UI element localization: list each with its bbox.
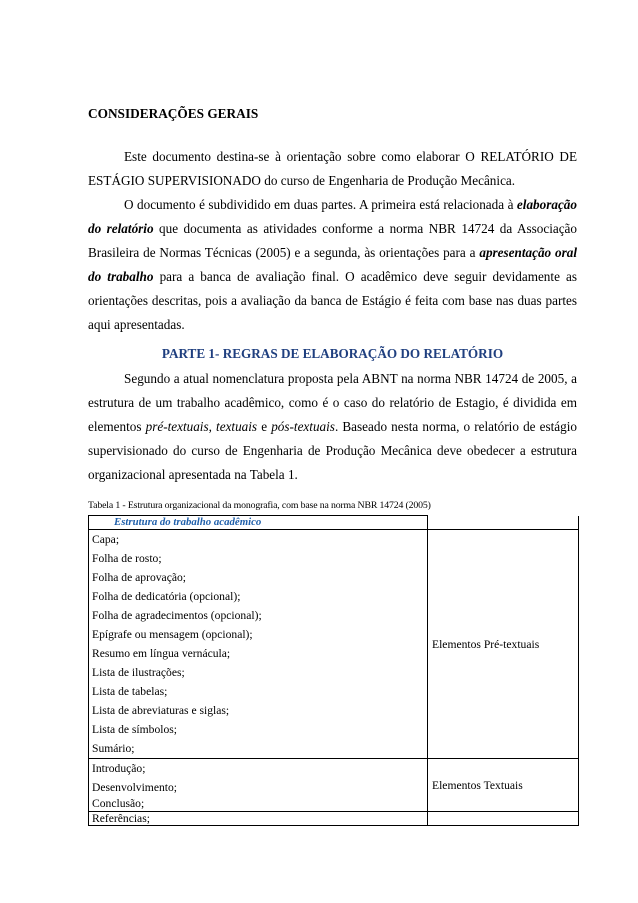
part1-title: PARTE 1- REGRAS DE ELABORAÇÃO DO RELATÓRIO [161,346,504,361]
textual-items-cell [89,759,428,812]
post-textual-label [428,812,579,826]
structure-table [88,515,579,826]
textual-label: Elementos Textuais [428,759,579,812]
list-item: Capa; [92,533,120,546]
table-column-header: Estrutura do trabalho acadêmico [89,516,428,530]
paragraph-structure-text-1: O documento é subdividido em duas partes. A primeira está relacionada à [124,197,517,212]
emphasis-apresentacao: apresentação oral do trabalho [88,245,577,284]
pre-textual-label: Elementos Pré-textuais [428,530,579,759]
list-item: Epígrafe ou mensagem (opcional); [92,628,253,641]
paragraph-structure-text-3: para a banca de avaliação final. O acadêmico deve seguir devidamente as orientações descritas, pois a avaliação da banca de Estágio é feita com base nas duas partes aqui apresentadas. [88,269,578,332]
table-header-row [89,516,579,530]
paragraph-structure [88,193,577,337]
list-item: Resumo em língua vernácula; [92,647,231,660]
list-item: Lista de símbolos; [92,723,178,736]
paragraph-structure-text-2: que documenta as atividades conforme a norma NBR 14724 da Associação Brasileira de Normas Técnicas (2005) e a segunda, às orientações para a [88,221,578,260]
paragraph-abnt-text-1: Segundo a atual nomenclatura proposta pela ABNT na norma NBR 14724 de 2005, a estrutura de um trabalho acadêmico, como é o caso do relatório de Estagio, é dividida em elementos [88,371,577,434]
intro-paragraphs [88,145,577,337]
paragraph-purpose: Este documento destina-se à orientação sobre como elaborar O RELATÓRIO DE ESTÁGIO SUPERVISIONADO do curso de Engenharia de Produção Mecânica. [88,149,577,188]
paragraph-abnt-sep-2: e [257,419,272,434]
list-item: Sumário; [92,742,135,755]
list-item: Lista de ilustrações; [92,666,185,679]
paragraph-abnt [88,367,577,487]
list-item: Folha de rosto; [92,552,162,565]
list-item: Folha de dedicatória (opcional); [92,590,241,603]
paragraph-abnt-sep-1: , [208,419,217,434]
emphasis-elaboracao: elaboração do relatório [88,197,577,236]
list-item: Folha de aprovação; [92,571,187,584]
post-textual-items-cell [89,812,428,826]
list-item: Introdução; [92,762,146,775]
list-item: Folha de agradecimentos (opcional); [92,609,262,622]
table-row [89,759,579,812]
pre-textual-items-cell [89,530,428,759]
table-row [89,812,579,826]
paragraph-abnt-text-2: . Baseado nesta norma, o relatório de estágio supervisionado do curso de Engenharia de Produção Mecânica deve obedecer a estrutura organizacional apresentada na Tabela 1. [88,419,578,482]
table-caption: Tabela 1 - Estrutura organizacional da monografia, com base na norma NBR 14724 (2005) [88,500,431,511]
list-item: Lista de abreviaturas e siglas; [92,704,230,717]
section-heading: CONSIDERAÇÕES GERAIS [88,106,259,121]
term-pre-textuais: pré-textuais [145,419,209,434]
list-item: Referências; [92,812,150,825]
term-pos-textuais: pós-textuais [271,419,335,434]
list-item: Desenvolvimento; [92,781,178,794]
list-item: Conclusão; [92,797,145,810]
table-row [89,530,579,759]
list-item: Lista de tabelas; [92,685,168,698]
term-textuais: textuais [216,419,258,434]
table-header-empty-cell [428,516,579,530]
